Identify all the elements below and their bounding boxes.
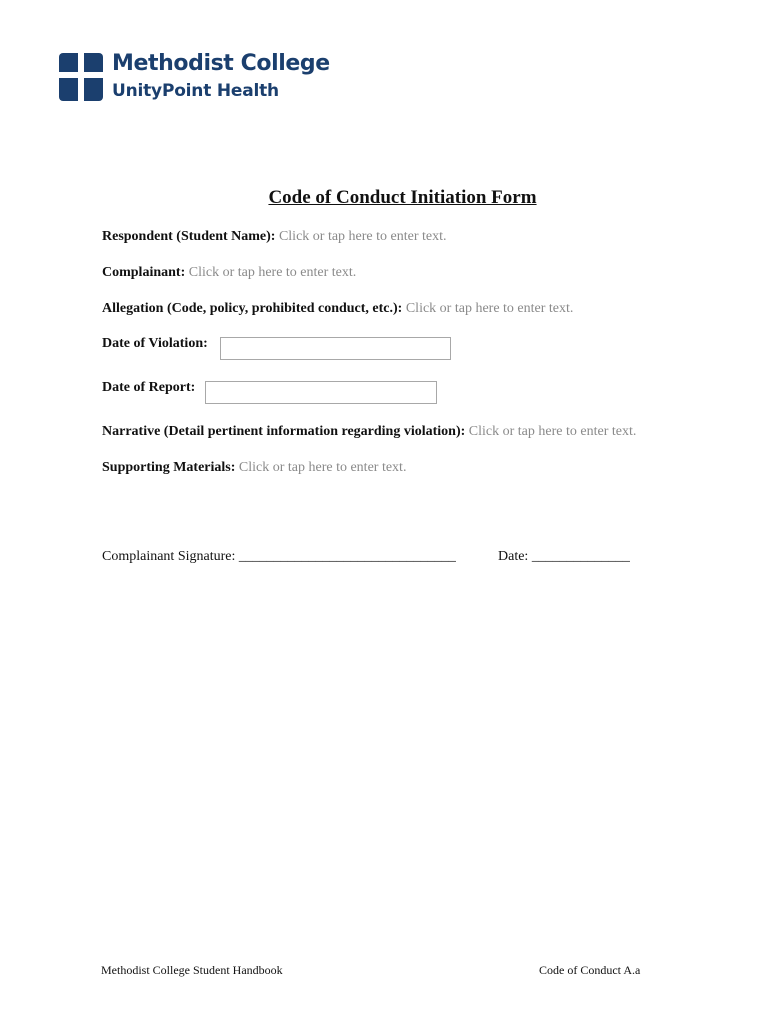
logo-health-system-name: UnityPoint Health bbox=[112, 81, 279, 101]
footer-handbook: Methodist College Student Handbook bbox=[101, 963, 283, 977]
respondent-label: Respondent (Student Name): bbox=[102, 229, 276, 244]
complainant-input[interactable]: Click or tap here to enter text. bbox=[188, 265, 357, 280]
college-logo bbox=[59, 51, 330, 105]
signature-label: Complainant Signature: bbox=[102, 549, 239, 564]
date-of-violation-field bbox=[102, 336, 208, 352]
narrative-input[interactable]: Click or tap here to enter text. bbox=[468, 424, 637, 439]
narrative-field bbox=[102, 424, 636, 440]
signature-date-label: Date: bbox=[498, 549, 532, 564]
cross-in-square-icon bbox=[59, 53, 103, 101]
signature-row bbox=[102, 549, 456, 565]
date-of-report-input[interactable] bbox=[205, 381, 437, 404]
complainant-label: Complainant: bbox=[102, 265, 186, 280]
complainant-field bbox=[102, 265, 356, 281]
allegation-label: Allegation (Code, policy, prohibited conduct, etc.): bbox=[102, 301, 403, 316]
date-of-violation-input[interactable] bbox=[220, 337, 451, 360]
date-of-report-field bbox=[102, 380, 195, 396]
signature-date-line[interactable]: ______________ bbox=[531, 549, 630, 564]
logo-college-name: Methodist College bbox=[112, 51, 330, 76]
form-title: Code of Conduct Initiation Form bbox=[268, 187, 537, 208]
signature-date-row bbox=[498, 549, 630, 565]
signature-line[interactable]: _______________________________ bbox=[238, 549, 456, 564]
allegation-input[interactable]: Click or tap here to enter text. bbox=[405, 301, 574, 316]
respondent-field bbox=[102, 229, 447, 245]
date-of-report-label: Date of Report: bbox=[102, 380, 196, 395]
supporting-materials-field bbox=[102, 460, 406, 476]
respondent-input[interactable]: Click or tap here to enter text. bbox=[278, 229, 447, 244]
supporting-materials-label: Supporting Materials: bbox=[102, 460, 236, 475]
date-of-violation-label: Date of Violation: bbox=[102, 336, 208, 351]
narrative-label: Narrative (Detail pertinent information regarding violation): bbox=[102, 424, 466, 439]
supporting-materials-input[interactable]: Click or tap here to enter text. bbox=[238, 460, 407, 475]
allegation-field bbox=[102, 301, 573, 317]
footer-section: Code of Conduct A.a bbox=[539, 963, 641, 977]
